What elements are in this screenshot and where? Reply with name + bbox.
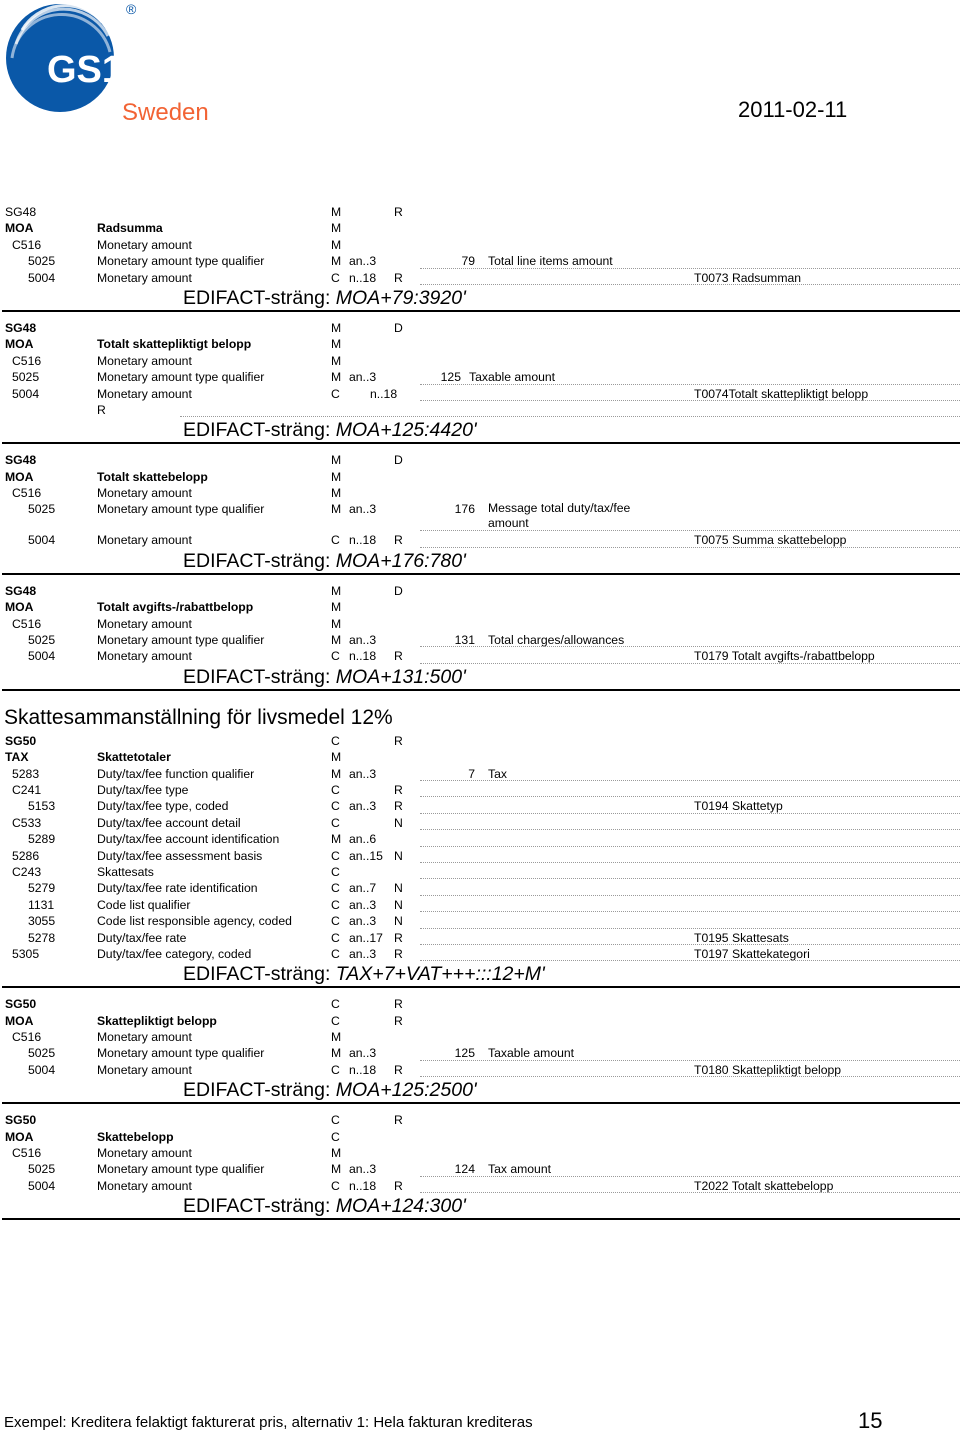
cell-fmt: n..18 [349, 1062, 377, 1077]
cell-tag: C516 [12, 1030, 42, 1045]
cell-name: Duty/tax/fee account detail [97, 815, 241, 830]
cell-st: C [331, 649, 340, 664]
segment-row [0, 648, 960, 664]
cell-tag: 3055 [28, 914, 56, 929]
cell-cdesc: Message total duty/tax/fee amount [488, 501, 631, 531]
segment-group [0, 996, 960, 1112]
cell-tag: 5004 [28, 1062, 56, 1077]
segment-row [0, 369, 960, 385]
edifact-label: EDIFACT-sträng: [183, 1195, 336, 1218]
segment-row [0, 336, 960, 352]
cell-fmt: an..3 [349, 502, 377, 517]
edifact-label: EDIFACT-sträng: [183, 1079, 336, 1102]
cell-tag: 5025 [28, 1046, 56, 1061]
cell-tag: C516 [12, 1146, 42, 1161]
cell-tag: 5278 [28, 930, 56, 945]
cell-name: Monetary amount type qualifier [97, 633, 265, 648]
edifact-string [0, 549, 960, 573]
cell-name: Duty/tax/fee type, coded [97, 799, 229, 814]
cell-st: M [331, 1030, 342, 1045]
cell-st: M [331, 766, 342, 781]
section-heading: Skattesammanställning för livsmedel 12% [4, 705, 393, 729]
cell-rp: R [394, 1062, 403, 1077]
cell-name: Monetary amount [97, 1146, 192, 1161]
segment-row [0, 798, 960, 814]
cell-cdesc: Tax [488, 766, 507, 781]
segment-row [0, 766, 960, 782]
cell-name: Monetary amount [97, 649, 192, 664]
cell-st: C [331, 997, 340, 1012]
cell-tag: C516 [12, 237, 42, 252]
cell-tag: C243 [12, 864, 42, 879]
edifact-string [0, 418, 960, 442]
cell-fmt: an..3 [349, 897, 377, 912]
segment-row [0, 1112, 960, 1128]
cell-tag: SG50 [5, 997, 37, 1012]
cell-tref: T2022 Totalt skattebelopp [694, 1178, 834, 1193]
cell-name: Monetary amount [97, 486, 192, 501]
cell-tag: SG48 [5, 453, 37, 468]
cell-st: C [331, 946, 340, 961]
cell-tref: T0179 Totalt avgifts-/rabattbelopp [694, 649, 875, 664]
cell-st: M [331, 237, 342, 252]
cell-name: Skattepliktigt belopp [97, 1013, 217, 1028]
cell-fmt: an..3 [349, 254, 377, 269]
segment-row [0, 632, 960, 648]
segment-group [0, 703, 960, 996]
segment-group [0, 320, 960, 452]
cell-fmt: an..3 [349, 799, 377, 814]
edifact-string [0, 665, 960, 689]
edifact-label: EDIFACT-sträng: [183, 963, 336, 986]
cell-tag: 5004 [28, 649, 56, 664]
cell-tag: 1131 [28, 897, 55, 912]
cell-rp: R [394, 997, 403, 1012]
cell-tag: 5004 [28, 1178, 56, 1193]
cell-name: Skattebelopp [97, 1129, 174, 1144]
cell-name: Duty/tax/fee assessment basis [97, 848, 263, 863]
cell-tag: 5025 [28, 254, 56, 269]
segment-row [0, 253, 960, 269]
cell-st: M [331, 583, 342, 598]
segment-row [0, 204, 960, 220]
cell-fmt: an..3 [349, 946, 377, 961]
cell-cdesc: Tax amount [488, 1162, 552, 1177]
cell-st: C [331, 270, 340, 285]
cell-name: Totalt avgifts-/rabattbelopp [97, 600, 254, 615]
cell-fmt: an..3 [349, 766, 377, 781]
cell-fmt: an..3 [349, 370, 377, 385]
segment-row [0, 237, 960, 253]
cell-name: Monetary amount [97, 1062, 192, 1077]
segment-row [0, 583, 960, 599]
segment-group [0, 1112, 960, 1228]
edifact-value: MOA+176:780' [335, 549, 466, 572]
segment-row [0, 1145, 960, 1161]
cell-rp: R [394, 1178, 403, 1193]
cell-tag: C516 [12, 353, 42, 368]
segment-row [0, 386, 960, 402]
cell-st: M [331, 469, 342, 484]
cell-st: M [331, 502, 342, 517]
cell-st: M [331, 205, 342, 219]
cell-name: Totalt skattepliktigt belopp [97, 337, 252, 352]
cell-code: 176 [454, 502, 475, 517]
segment-row [0, 1161, 960, 1177]
logo-gs1-text: GS1 [47, 49, 124, 91]
cell-name: Totalt skattebelopp [97, 469, 208, 484]
cell-tag: SG48 [5, 320, 37, 335]
cell-st: C [331, 848, 340, 863]
segment-group [0, 204, 960, 320]
cell-st: M [331, 337, 342, 352]
cell-name: Monetary amount type qualifier [97, 502, 265, 517]
cell-tag: MOA [5, 1129, 34, 1144]
segment-group [0, 452, 960, 583]
cell-name: Duty/tax/fee type [97, 782, 189, 797]
cell-st: C [331, 1129, 340, 1144]
cell-st: M [331, 832, 342, 847]
cell-name: Monetary amount [97, 1178, 192, 1193]
edifact-label: EDIFACT-sträng: [183, 419, 336, 442]
cell-name: Monetary amount type qualifier [97, 254, 265, 269]
cell-st: C [331, 1013, 340, 1028]
segment-row [0, 402, 960, 418]
segment-row [0, 897, 960, 913]
cell-name: R [97, 402, 106, 417]
cell-rp: R [394, 270, 403, 285]
segment-row [0, 733, 960, 749]
cell-rp: R [394, 733, 403, 748]
edifact-label: EDIFACT-sträng: [183, 549, 336, 572]
cell-fmt: n..18 [349, 649, 377, 664]
cell-name: Code list responsible agency, coded [97, 914, 292, 929]
edifact-string [0, 962, 960, 986]
gs1-sweden-logo [2, 0, 222, 130]
cell-fmt: an..15 [349, 848, 383, 863]
cell-tag: 5289 [28, 832, 56, 847]
cell-cdesc: Taxable amount [469, 370, 556, 385]
cell-st: M [331, 600, 342, 615]
cell-st: M [331, 320, 342, 335]
cell-st: C [331, 1113, 340, 1128]
segment-row [0, 815, 960, 831]
segment-row [0, 1129, 960, 1145]
cell-st: C [331, 533, 340, 548]
cell-rp: R [394, 1013, 403, 1028]
segment-row [0, 1045, 960, 1061]
cell-rp: N [394, 815, 403, 830]
cell-tag: C241 [12, 782, 42, 797]
cell-rp: R [394, 533, 403, 548]
segment-row [0, 996, 960, 1012]
cell-tag: 5004 [12, 386, 40, 401]
cell-cdesc: Total line items amount [488, 254, 613, 269]
cell-st: M [331, 353, 342, 368]
cell-tag: MOA [5, 600, 34, 615]
cell-fmt: an..3 [349, 1162, 377, 1177]
segment-row [0, 913, 960, 929]
cell-rp: D [394, 320, 403, 335]
cell-tag: 5283 [12, 766, 40, 781]
cell-tag: 5025 [28, 633, 56, 648]
cell-rp: R [394, 946, 403, 961]
registered-mark: ® [126, 1, 137, 17]
cell-name: Code list qualifier [97, 897, 191, 912]
edifact-value: MOA+125:4420' [335, 419, 477, 442]
cell-fmt: n..18 [370, 386, 398, 401]
cell-st: C [331, 1178, 340, 1193]
cell-name: Monetary amount [97, 237, 192, 252]
cell-code: 79 [461, 254, 475, 269]
cell-rp: N [394, 881, 403, 896]
cell-st: M [331, 633, 342, 648]
cell-rp: D [394, 453, 403, 468]
cell-st: M [331, 453, 342, 468]
cell-rp: N [394, 914, 403, 929]
cell-fmt: n..18 [349, 270, 377, 285]
cell-tag: C533 [12, 815, 42, 830]
segment-row [0, 749, 960, 765]
cell-fmt: an..17 [349, 930, 383, 945]
cell-st: C [331, 386, 340, 401]
cell-tag: MOA [5, 337, 34, 352]
cell-rp: D [394, 583, 403, 598]
segment-row [0, 864, 960, 880]
cell-st: M [331, 1146, 342, 1161]
cell-name: Monetary amount [97, 386, 192, 401]
cell-st: M [331, 1162, 342, 1177]
cell-name: Monetary amount [97, 353, 192, 368]
cell-fmt: an..3 [349, 914, 377, 929]
cell-rp: R [394, 799, 403, 814]
cell-code: 7 [468, 766, 475, 781]
cell-st: C [331, 864, 340, 879]
cell-tref: T0075 Summa skattebelopp [694, 533, 847, 548]
segment-group [0, 583, 960, 699]
cell-name: Monetary amount type qualifier [97, 1162, 265, 1177]
cell-st: C [331, 930, 340, 945]
cell-tref: T0195 Skattesats [694, 930, 789, 945]
cell-code: 125 [454, 1046, 475, 1061]
cell-name: Monetary amount type qualifier [97, 370, 265, 385]
cell-fmt: an..3 [349, 1046, 377, 1061]
cell-name: Monetary amount type qualifier [97, 1046, 265, 1061]
cell-st: C [331, 914, 340, 929]
segment-row [0, 599, 960, 615]
cell-tag: MOA [5, 1013, 34, 1028]
cell-fmt: an..3 [349, 633, 377, 648]
cell-rp: R [394, 782, 403, 797]
cell-tref: T0180 Skattepliktigt belopp [694, 1062, 842, 1077]
cell-cdesc: Taxable amount [488, 1046, 575, 1061]
segment-row [0, 782, 960, 798]
segment-row [0, 320, 960, 336]
segment-row [0, 452, 960, 468]
cell-tag: 5286 [12, 848, 40, 863]
cell-name: Skattetotaler [97, 750, 171, 765]
cell-tag: SG50 [5, 733, 37, 748]
cell-tag: 5004 [28, 533, 56, 548]
cell-st: C [331, 881, 340, 896]
cell-st: C [331, 815, 340, 830]
document-date: 2011-02-11 [738, 97, 848, 122]
cell-name: Duty/tax/fee rate identification [97, 881, 258, 896]
edifact-string [0, 1078, 960, 1102]
cell-tag: SG48 [5, 205, 37, 219]
cell-tref: T0197 Skattekategori [694, 946, 810, 961]
edifact-value: MOA+131:500' [335, 665, 466, 688]
cell-tag: 5025 [12, 370, 40, 385]
segment-tables [0, 204, 960, 1228]
cell-name: Duty/tax/fee function qualifier [97, 766, 255, 781]
segment-row [0, 880, 960, 896]
cell-name: Duty/tax/fee category, coded [97, 946, 252, 961]
cell-tag: 5025 [28, 502, 56, 517]
cell-name: Duty/tax/fee rate [97, 930, 187, 945]
cell-tag: TAX [5, 750, 29, 765]
segment-row [0, 1178, 960, 1194]
cell-code: 124 [454, 1162, 475, 1177]
cell-tag: 5004 [28, 270, 56, 285]
cell-st: C [331, 1062, 340, 1077]
cell-rp: R [394, 1113, 403, 1128]
segment-row [0, 501, 960, 532]
cell-rp: R [394, 930, 403, 945]
segment-row [0, 946, 960, 962]
cell-st: M [331, 750, 342, 765]
edifact-value: MOA+79:3920' [335, 286, 466, 309]
cell-st: M [331, 1046, 342, 1061]
cell-st: C [331, 733, 340, 748]
cell-tag: MOA [5, 469, 34, 484]
logo-sweden-text: Sweden [122, 99, 209, 125]
cell-st: M [331, 486, 342, 501]
cell-code: 125 [440, 370, 461, 385]
cell-tag: 5279 [28, 881, 56, 896]
edifact-value: MOA+125:2500' [335, 1079, 477, 1102]
segment-row [0, 848, 960, 864]
cell-tag: SG48 [5, 583, 37, 598]
cell-name: Monetary amount [97, 533, 192, 548]
cell-tag: 5305 [12, 946, 40, 961]
page-number: 15 [858, 1408, 883, 1433]
cell-name: Skattesats [97, 864, 154, 879]
cell-name: Duty/tax/fee account identification [97, 832, 280, 847]
cell-cdesc: Total charges/allowances [488, 633, 625, 648]
cell-tref: T0194 Skattetyp [694, 799, 783, 814]
cell-tag: 5025 [28, 1162, 56, 1177]
segment-row [0, 469, 960, 485]
cell-st: C [331, 782, 340, 797]
edifact-label: EDIFACT-sträng: [183, 665, 336, 688]
cell-tref: T0074Totalt skattepliktigt belopp [694, 386, 869, 401]
segment-row [0, 270, 960, 286]
cell-tag: SG50 [5, 1113, 37, 1128]
segment-row [0, 1029, 960, 1045]
cell-fmt: n..18 [349, 1178, 377, 1193]
cell-fmt: an..6 [349, 832, 377, 847]
cell-rp: R [394, 205, 403, 219]
cell-code: 131 [454, 633, 475, 648]
cell-name: Radsumma [97, 221, 163, 236]
edifact-value: MOA+124:300' [335, 1195, 466, 1218]
segment-row [0, 353, 960, 369]
segment-row [0, 616, 960, 632]
cell-name: Monetary amount [97, 616, 192, 631]
segment-row [0, 930, 960, 946]
cell-st: C [331, 897, 340, 912]
segment-row [0, 1013, 960, 1029]
cell-fmt: an..7 [349, 881, 377, 896]
cell-tref: T0073 Radsumman [694, 270, 802, 285]
cell-st: M [331, 221, 342, 236]
cell-tag: C516 [12, 486, 42, 501]
segment-row [0, 220, 960, 236]
cell-tag: C516 [12, 616, 42, 631]
cell-name: Monetary amount [97, 270, 192, 285]
cell-rp: N [394, 897, 403, 912]
edifact-string [0, 286, 960, 310]
cell-tag: MOA [5, 221, 34, 236]
segment-row [0, 831, 960, 847]
cell-st: C [331, 799, 340, 814]
cell-rp: N [394, 848, 403, 863]
edifact-value: TAX+7+VAT+++:::12+M' [335, 963, 545, 986]
cell-st: M [331, 254, 342, 269]
edifact-string [0, 1194, 960, 1218]
cell-st: M [331, 616, 342, 631]
segment-row [0, 485, 960, 501]
edifact-label: EDIFACT-sträng: [183, 286, 336, 309]
cell-fmt: n..18 [349, 533, 377, 548]
cell-name: Monetary amount [97, 1030, 192, 1045]
segment-row [0, 1062, 960, 1078]
segment-row [0, 532, 960, 548]
cell-rp: R [394, 649, 403, 664]
cell-tag: 5153 [28, 799, 56, 814]
cell-st: M [331, 370, 342, 385]
footer-text: Exempel: Kreditera felaktigt fakturerat pris, alternativ 1: Hela fakturan krediteras [4, 1414, 533, 1431]
